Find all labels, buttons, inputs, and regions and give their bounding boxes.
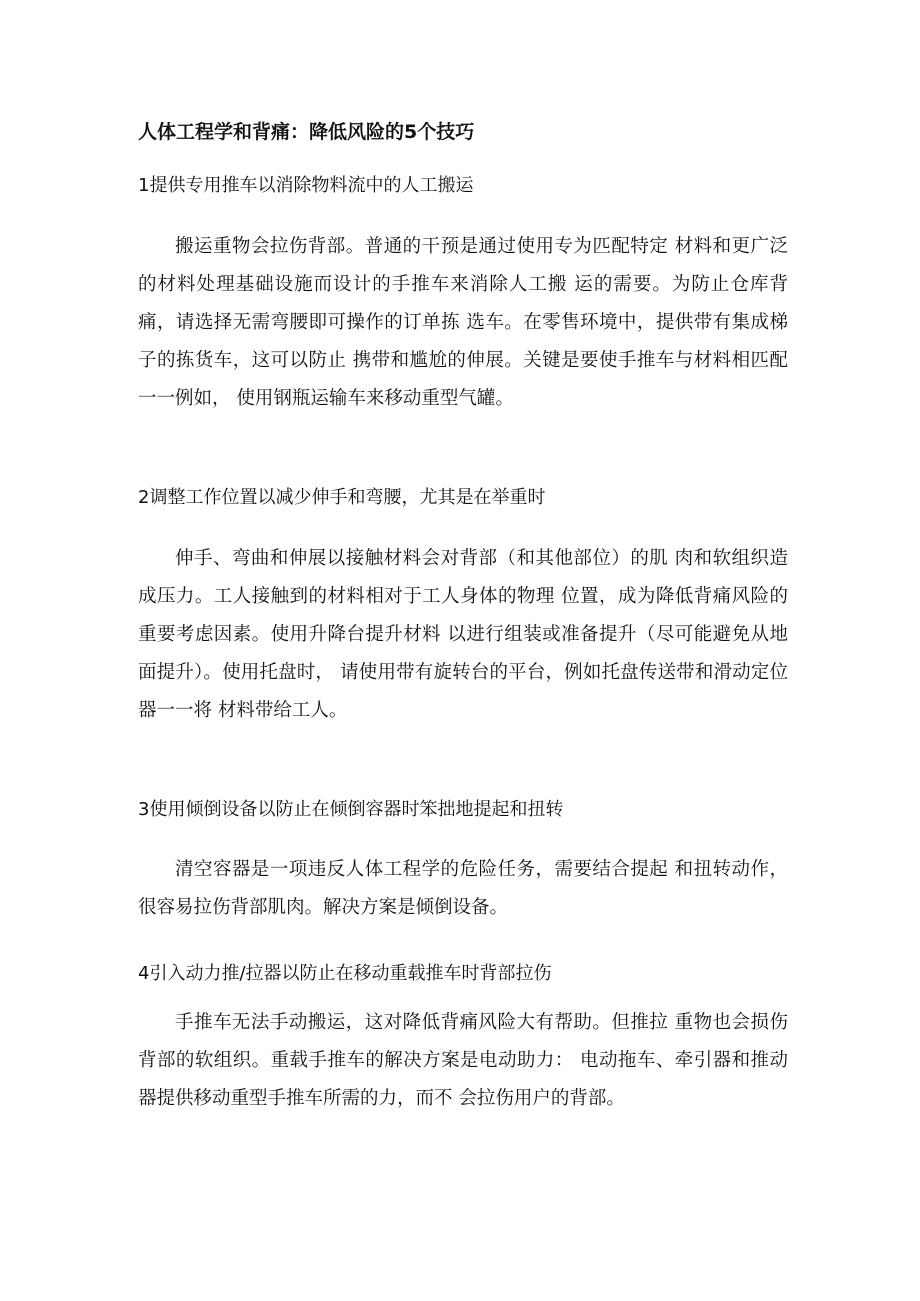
section-body-1: 搬运重物会拉伤背部。普通的干预是通过使用专为匹配特定 材料和更广泛的材料处理基础设施而设计的手推车来消除人工搬 运的需要。为防止仓库背痛，请选择无需弯腰即可操作的订单拣 选车。在零售环境中，提供带有集成梯子的拣货车，这可以防止 携带和尴尬的伸展。关键是要使手推车与材料相匹配一一例如， 使用钢瓶运输车来移动重型气罐。 — [138, 236, 788, 409]
section-body-4: 手推车无法手动搬运，这对降低背痛风险大有帮助。但推拉 重物也会损伤背部的软组织。重载手推车的解决方案是电动助力： 电动拖车、牵引器和推动器提供移动重型手推车所需的力，而不 会拉伤用户的背部。 — [138, 1012, 788, 1109]
section-body-2: 伸手、弯曲和伸展以接触材料会对背部（和其他部位）的肌 肉和软组织造成压力。工人接触到的材料相对于工人身体的物理 位置，成为降低背痛风险的重要考虑因素。使用升降台提升材料 以进行组装或准备提升（尽可能避免从地面提升）。使用托盘时， 请使用带有旋转台的平台，例如托盘传送带和滑动定位器一一将 材料带给工人。 — [138, 548, 788, 721]
document-title: 人体工程学和背痛：降低风险的5个技巧 — [138, 121, 475, 143]
section-heading-2: 2调整工作位置以减少伸手和弯腰，尤其是在举重时 — [138, 487, 546, 508]
section-body-3: 清空容器是一项违反人体工程学的危险任务，需要结合提起 和扭转动作，很容易拉伤背部肌肉。解决方案是倾倒设备。 — [138, 859, 788, 918]
section-heading-1: 1提供专用推车以消除物料流中的人工搬运 — [138, 175, 474, 196]
section-heading-3: 3使用倾倒设备以防止在倾倒容器时笨拙地提起和扭转 — [138, 799, 564, 820]
section-heading-4: 4引入动力推/拉器以防止在移动重载推车时背部拉伤 — [138, 963, 552, 984]
